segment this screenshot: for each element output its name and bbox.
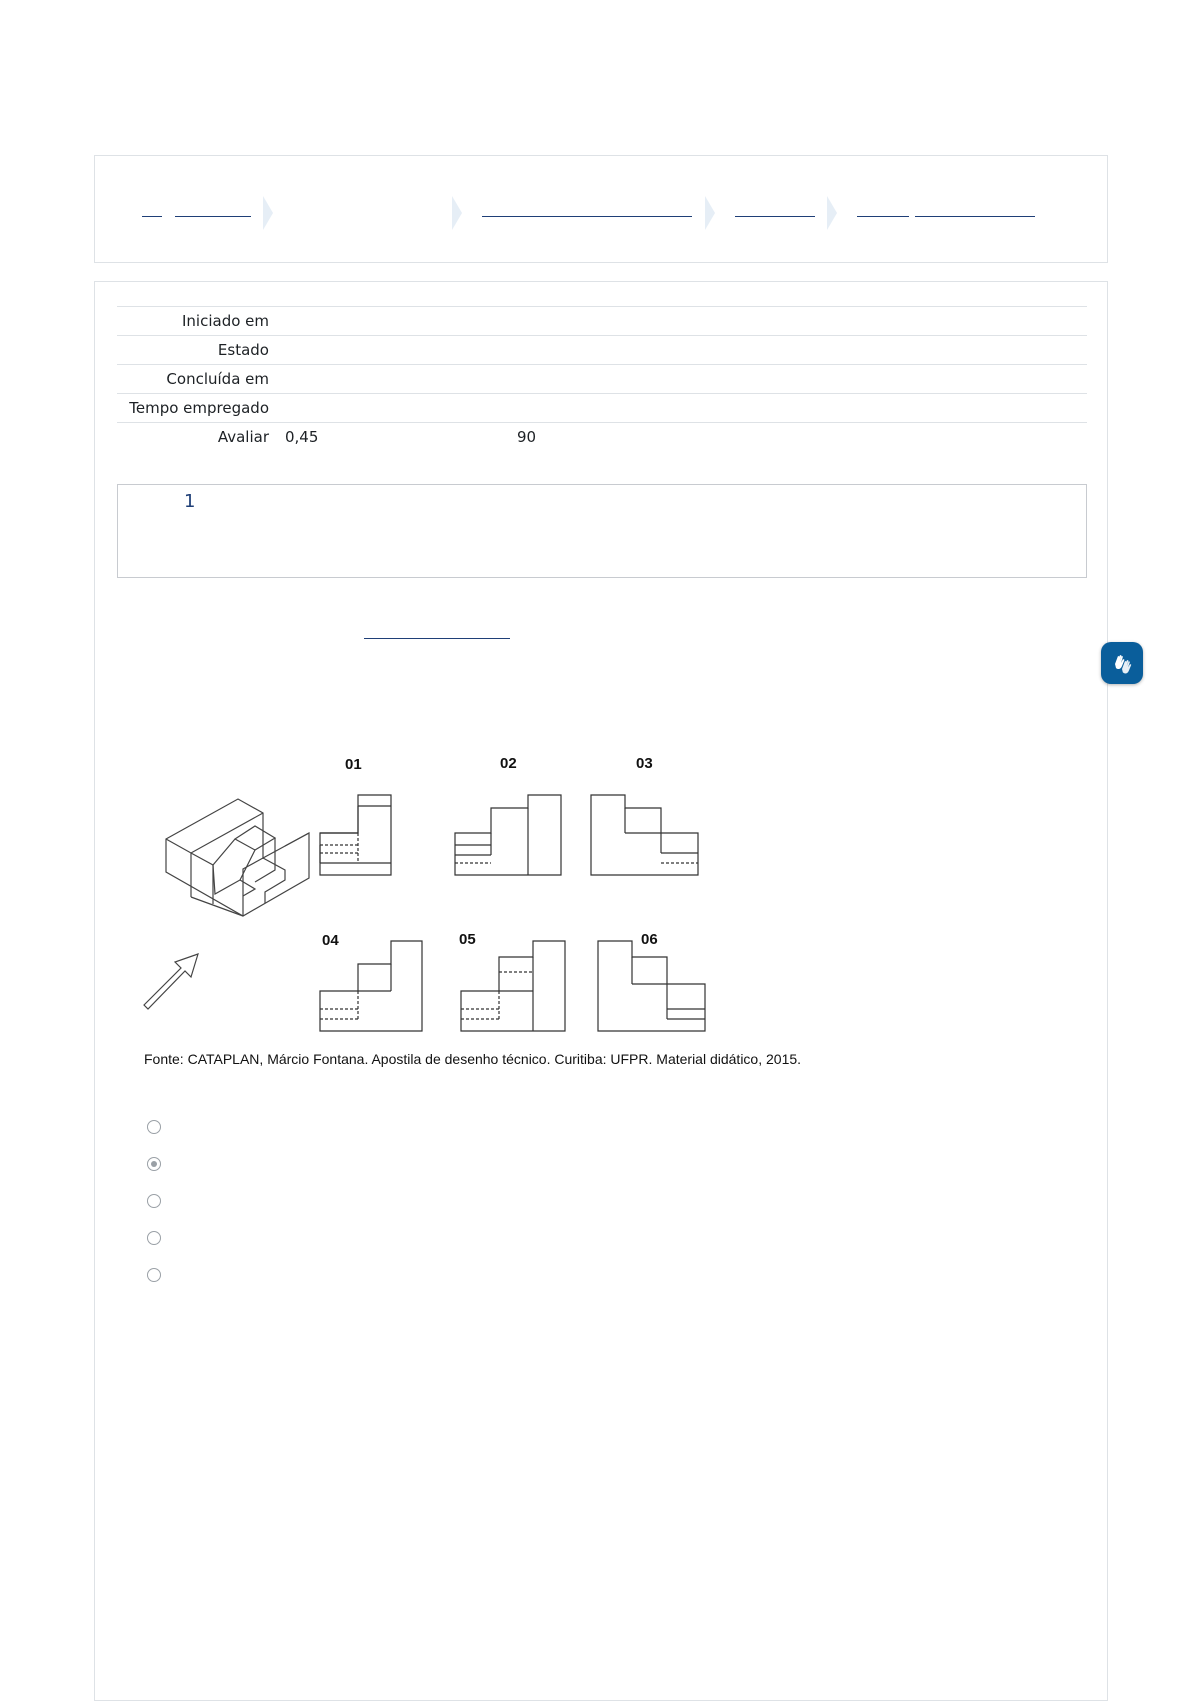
summary-value <box>285 336 1087 365</box>
view-label: 06 <box>641 931 658 948</box>
summary-label: Avaliar <box>117 423 285 452</box>
summary-row-started <box>117 307 1087 336</box>
view-label: 01 <box>345 756 362 773</box>
grade-score: 0,45 <box>285 428 319 446</box>
summary-value <box>285 394 1087 423</box>
answer-radio-e[interactable] <box>147 1268 161 1282</box>
breadcrumb-link-5[interactable] <box>857 216 909 217</box>
sign-language-icon <box>1109 650 1135 676</box>
answer-radio-a[interactable] <box>147 1120 161 1134</box>
view-06 <box>598 941 705 1031</box>
question-link[interactable] <box>364 638 510 639</box>
summary-row-time <box>117 394 1087 423</box>
breadcrumb-link-1[interactable] <box>142 216 162 217</box>
summary-row-state <box>117 336 1087 365</box>
breadcrumb-link-4[interactable] <box>735 216 815 217</box>
answer-radio-b[interactable] <box>147 1157 161 1171</box>
question-number: 1 <box>184 491 196 512</box>
breadcrumb-link-2[interactable] <box>175 216 251 217</box>
view-label: 02 <box>500 755 517 772</box>
chevron-right-icon <box>827 196 837 230</box>
isometric-object <box>144 799 309 1009</box>
summary-value <box>285 365 1087 394</box>
view-label: 05 <box>459 931 476 948</box>
view-05 <box>461 941 565 1031</box>
view-03 <box>591 795 698 875</box>
summary-row-grade <box>117 423 1087 452</box>
summary-label: Estado <box>117 336 285 365</box>
view-label: 03 <box>636 755 653 772</box>
answer-radio-c[interactable] <box>147 1194 161 1208</box>
summary-label: Iniciado em <box>117 307 285 336</box>
attempt-summary-table <box>117 306 1087 451</box>
view-02 <box>455 795 561 875</box>
breadcrumb <box>94 155 1108 263</box>
answer-radio-d[interactable] <box>147 1231 161 1245</box>
summary-label: Concluída em <box>117 365 285 394</box>
chevron-right-icon <box>705 196 715 230</box>
quiz-review-card <box>94 281 1108 1701</box>
chevron-right-icon <box>452 196 462 230</box>
accessibility-widget-button[interactable] <box>1101 642 1143 684</box>
summary-label: Tempo empregado <box>117 394 285 423</box>
breadcrumb-link-6[interactable] <box>915 216 1035 217</box>
summary-value <box>285 307 1087 336</box>
summary-value <box>285 423 1087 452</box>
question-info-box <box>117 484 1087 578</box>
technical-drawing-figure <box>135 722 815 1032</box>
view-04 <box>320 941 422 1031</box>
breadcrumb-link-3[interactable] <box>482 216 692 217</box>
grade-max: 90 <box>517 428 537 446</box>
figure-caption: Fonte: CATAPLAN, Márcio Fontana. Apostila de desenho técnico. Curitiba: UFPR. Material didático, 2015. <box>144 1051 802 1067</box>
answer-options <box>147 1120 161 1305</box>
view-label: 04 <box>322 932 339 949</box>
view-01 <box>320 795 391 875</box>
summary-row-completed <box>117 365 1087 394</box>
chevron-right-icon <box>263 196 273 230</box>
